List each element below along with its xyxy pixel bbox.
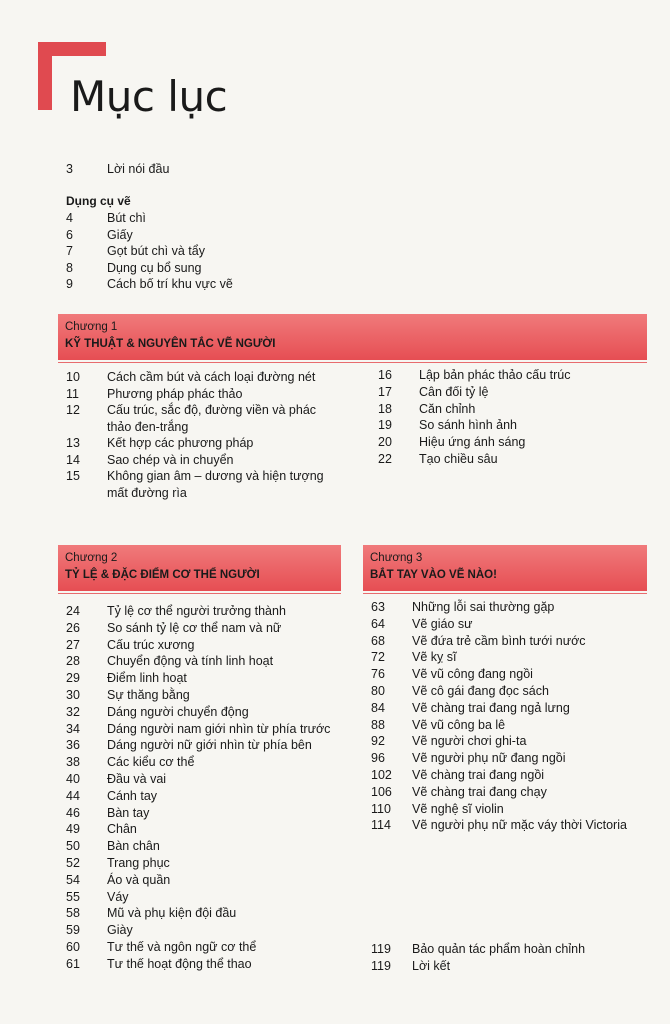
chapter-3-band <box>363 545 647 591</box>
toc-entry-title: Tư thế hoạt động thể thao <box>107 956 252 971</box>
toc-entry-title: So sánh tỷ lệ cơ thể nam và nữ <box>107 620 282 635</box>
toc-page-number: 14 <box>66 452 80 467</box>
toc-page-number: 7 <box>66 244 73 259</box>
toc-entry-title: Tư thế và ngôn ngữ cơ thể <box>107 940 257 954</box>
toc-page-number: 12 <box>66 403 80 417</box>
toc-page-number: 10 <box>66 370 80 384</box>
toc-entry-title: Áo và quần <box>107 872 171 887</box>
chapter-1-title: KỸ THUẬT & NGUYÊN TẮC VẼ NGƯỜI <box>65 338 276 350</box>
toc-page-number: 88 <box>371 717 385 732</box>
toc-page-number: 6 <box>66 227 73 242</box>
toc-entry-title: Vẽ nghệ sĩ violin <box>412 801 504 816</box>
toc-entry-title: Phương pháp phác thảo <box>107 386 243 401</box>
toc-page-number: 17 <box>378 384 392 399</box>
toc-entry-title: Bàn chân <box>107 839 160 854</box>
section-heading-tools: Dụng cụ vẽ <box>66 194 131 208</box>
toc-entry-title: Chân <box>107 822 137 837</box>
toc-entry-title: Tạo chiều sâu <box>419 452 498 466</box>
toc-page-number: 68 <box>371 633 385 648</box>
toc-entry-title: Bảo quản tác phẩm hoàn chỉnh <box>412 942 586 956</box>
toc-page-number: 40 <box>66 772 80 786</box>
toc-entry-title: Cách cầm bút và cách loại đường nét <box>107 370 316 384</box>
toc-page-number: 59 <box>66 923 80 938</box>
toc-entry-title: Dáng người nữ giới nhìn từ phía bên <box>107 738 312 753</box>
toc-page-number: 64 <box>371 616 385 631</box>
toc-page-number: 76 <box>371 667 385 682</box>
toc-entry-title: Căn chỉnh <box>419 401 476 416</box>
toc-entry-title: Cân đối tỷ lệ <box>419 384 489 399</box>
toc-page-number: 27 <box>66 637 80 652</box>
toc-page-number: 61 <box>66 956 80 971</box>
toc-page-number: 38 <box>66 755 80 770</box>
toc-entry-title: Lập bản phác thảo cấu trúc <box>419 368 571 382</box>
toc-page-number: 55 <box>66 889 80 904</box>
toc-entry-title: Dáng người nam giới nhìn từ phía trước <box>107 721 331 736</box>
toc-entry-title: Vẽ chàng trai đang chạy <box>412 784 547 799</box>
toc-page-number: 19 <box>378 418 392 433</box>
toc-page-number: 29 <box>66 671 80 686</box>
toc-page-number: 36 <box>66 738 80 753</box>
toc-page-number: 102 <box>371 768 392 782</box>
toc-page-number: 16 <box>378 368 392 382</box>
toc-page-number: 96 <box>371 751 385 766</box>
toc-page-number: 3 <box>66 162 73 176</box>
toc-page-number: 46 <box>66 805 80 820</box>
toc-page-number: 54 <box>66 872 80 887</box>
toc-entry-title: Vẽ người chơi ghi-ta <box>412 734 527 749</box>
chapter-1-band <box>58 314 647 360</box>
toc-entry-title: Vẽ giáo sư <box>412 616 473 631</box>
toc-page-number: 49 <box>66 822 80 837</box>
toc-page-number: 52 <box>66 856 80 870</box>
toc-entry-title: Vẽ vũ công đang ngồi <box>412 667 533 682</box>
toc-page-number: 72 <box>371 650 385 665</box>
toc-entry-title: Dụng cụ bổ sung <box>107 260 202 275</box>
toc-entry-title: Tỷ lệ cơ thể người trưởng thành <box>107 604 286 618</box>
toc-page-number: 114 <box>371 818 391 833</box>
toc-page-number: 9 <box>66 277 73 292</box>
toc-entry-title: Vẽ đứa trẻ cầm bình tưới nước <box>412 633 586 648</box>
toc-page-number: 84 <box>371 700 385 715</box>
toc-page-number: 50 <box>66 839 80 854</box>
toc-page-number: 92 <box>371 734 385 749</box>
toc-entry-title: Giấy <box>107 227 133 242</box>
page-title: Mục lục <box>70 72 228 121</box>
chapter-2-title: TỶ LỆ & ĐẶC ĐIỂM CƠ THỂ NGƯỜI <box>65 569 260 581</box>
toc-page-number: 63 <box>371 600 385 614</box>
toc-page-number: 24 <box>66 604 80 618</box>
toc-entry-title: Vẽ người phụ nữ đang ngồi <box>412 751 566 766</box>
toc-page-number: 32 <box>66 704 80 719</box>
toc-page-number: 60 <box>66 940 80 954</box>
toc-page-number: 11 <box>66 386 79 401</box>
toc-entry-title: Trang phục <box>107 856 170 870</box>
toc-entry-title: Lời kết <box>412 958 451 973</box>
toc-entry-title: Các kiểu cơ thể <box>107 755 195 770</box>
toc-entry-title: Bàn tay <box>107 805 150 820</box>
toc-entry-title: Giày <box>107 923 133 938</box>
chapter-1-rule <box>58 362 647 363</box>
toc-entry-title: Cánh tay <box>107 788 158 803</box>
toc-page-number: 18 <box>378 401 392 416</box>
toc-entry-title: Vẽ chàng trai đang ngồi <box>412 768 545 782</box>
toc-entry-title: Cách bố trí khu vực vẽ <box>107 277 233 292</box>
toc-entry-title: Không gian âm – dương và hiện tượng mất đường rìa <box>107 469 324 500</box>
toc-entry-title: Những lỗi sai thường gặp <box>412 600 555 614</box>
toc-entry-title: Chuyển động và tính linh hoạt <box>107 654 274 669</box>
chapter-2-rule <box>58 593 341 594</box>
toc-entry-title: Hiệu ứng ánh sáng <box>419 435 526 450</box>
toc-page-number: 28 <box>66 654 80 669</box>
toc-page-number: 119 <box>371 942 391 956</box>
toc-page-number: 80 <box>371 684 385 698</box>
chapter-2-label: Chương 2 <box>65 552 118 564</box>
toc-page-number: 110 <box>371 801 391 816</box>
toc-entry-title: Váy <box>107 889 129 904</box>
toc-entry-title: Vẽ cô gái đang đọc sách <box>412 684 549 698</box>
toc-entry-title: Vẽ chàng trai đang ngả lưng <box>412 700 570 715</box>
toc-entry-title: Cấu trúc xương <box>107 637 195 652</box>
toc-entry-title: Dáng người chuyển động <box>107 704 249 719</box>
toc-page-number: 13 <box>66 436 80 450</box>
chapter-3-label: Chương 3 <box>370 552 423 564</box>
chapter-2-band <box>58 545 341 591</box>
toc-entry-title: Điểm linh hoạt <box>107 671 187 686</box>
toc-page-number: 8 <box>66 260 73 275</box>
toc-page-number: 119 <box>371 958 391 973</box>
toc-entry-title: Mũ và phụ kiện đội đầu <box>107 906 237 921</box>
toc-page-number: 15 <box>66 469 80 483</box>
toc-page-number: 4 <box>66 211 73 225</box>
toc-entry-title: Sao chép và in chuyển <box>107 452 234 467</box>
corner-accent-horizontal <box>38 42 106 56</box>
toc-entry-title: So sánh hình ảnh <box>419 418 517 433</box>
toc-page-number: 22 <box>378 452 392 466</box>
toc-page-number: 30 <box>66 688 80 702</box>
toc-entry-title: Vẽ người phụ nữ mặc váy thời Victoria <box>412 818 627 833</box>
toc-page-number: 34 <box>66 721 80 736</box>
chapter-1-label: Chương 1 <box>65 321 118 333</box>
chapter-3-title: BẮT TAY VÀO VẼ NÀO! <box>370 569 497 581</box>
toc-page-number: 26 <box>66 620 80 635</box>
toc-entry-title: Sự thăng bằng <box>107 688 190 702</box>
toc-entry-title: Kết hợp các phương pháp <box>107 436 254 450</box>
toc-entry-title: Bút chì <box>107 211 146 225</box>
toc-page-number: 44 <box>66 788 80 803</box>
toc-entry-title: Vẽ vũ công ba lê <box>412 717 506 732</box>
toc-page-number: 20 <box>378 435 392 450</box>
toc-entry-title: Lời nói đầu <box>107 162 170 176</box>
toc-entry-title: Gọt bút chì và tẩy <box>107 244 205 259</box>
chapter-3-rule <box>363 593 647 594</box>
toc-page-number: 58 <box>66 906 80 921</box>
toc-entry-title: Đầu và vai <box>107 772 167 786</box>
toc-entry-title: Cấu trúc, sắc độ, đường viền và phác thảo đen-trắng <box>107 403 317 434</box>
toc-entry-title: Vẽ kỵ sĩ <box>412 650 457 665</box>
toc-page-number: 106 <box>371 784 392 799</box>
